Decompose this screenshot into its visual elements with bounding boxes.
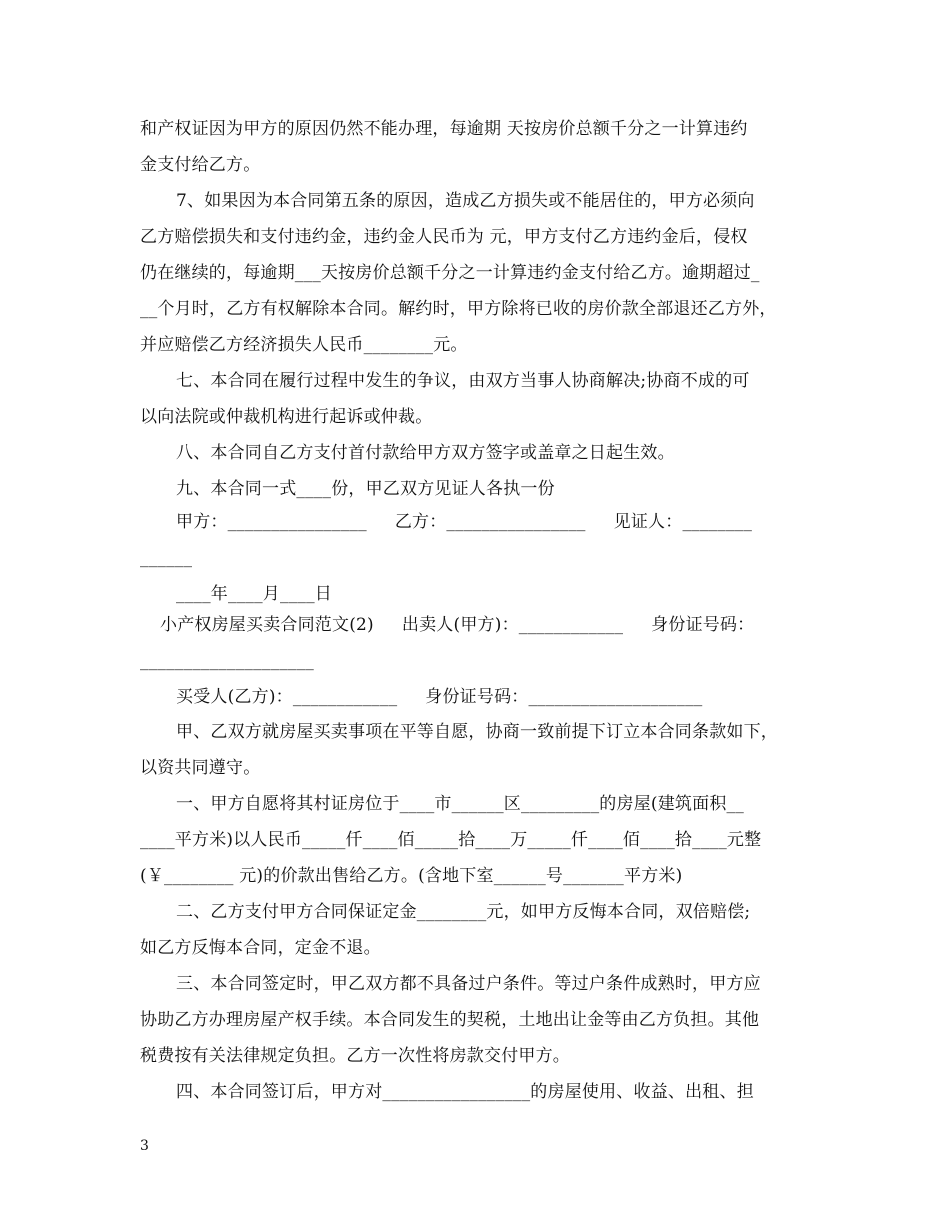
text-line: 和产权证因为甲方的原因仍然不能办理，每逾期 天按房价总额千分之一计算违约 (140, 119, 748, 139)
signature-line: 甲方：________________ 乙方：________________ 见证人：________ (176, 512, 753, 532)
text-line: 以资共同遵守。 (140, 758, 261, 778)
text-line: 四、本合同签订后，甲方对_________________的房屋使用、收益、出租、担 (176, 1082, 754, 1102)
text-line: 八、本合同自乙方支付首付款给甲方双方签字或盖章之日起生效。 (176, 443, 675, 463)
text-line: 税费按有关法律规定负担。乙方一次性将房款交付甲方。 (140, 1046, 570, 1066)
signature-line-continued: ______ (140, 548, 193, 568)
text-line: 九、本合同一式____份，甲乙双方见证人各执一份 (176, 479, 555, 499)
text-line: 二、乙方支付甲方合同保证定金________元，如甲方反悔本合同，双倍赔偿; (176, 902, 751, 922)
text-line: 三、本合同签定时，甲乙双方都不具备过户条件。等过户条件成熟时，甲方应 (176, 974, 761, 994)
page-number: 3 (140, 1138, 149, 1154)
text-line: ____________________ (140, 651, 314, 671)
text-line: 仍在继续的，每逾期___天按房价总额千分之一计算违约金支付给乙方。逾期超过_ (140, 263, 760, 283)
text-line: 金支付给乙方。 (140, 155, 261, 175)
text-line: 一、甲方自愿将其村证房位于____市______区_________的房屋(建筑面积__ (176, 794, 744, 814)
text-line: 如乙方反悔本合同，定金不退。 (140, 938, 381, 958)
text-line: 并应赔偿乙方经济损失人民币________元。 (140, 335, 468, 355)
text-line: 协助乙方办理房屋产权手续。本合同发生的契税，土地出让金等由乙方负担。其他 (140, 1010, 760, 1030)
text-line: ____平方米)以人民币_____仟____佰_____拾____万_____仟____佰____拾____元整 (140, 830, 762, 850)
text-line: 七、本合同在履行过程中发生的争议，由双方当事人协商解决;协商不成的可 (176, 371, 750, 391)
text-line: 7、如果因为本合同第五条的原因，造成乙方损失或不能居住的，甲方必须向 (176, 191, 755, 211)
text-line: (￥________ 元)的价款出售给乙方。(含地下室______号_______平方米) (140, 866, 683, 886)
text-line: __个月时，乙方有权解除本合同。解约时，甲方除将已收的房价款全部退还乙方外， (140, 299, 777, 319)
text-line: 以向法院或仲裁机构进行起诉或仲裁。 (140, 407, 433, 427)
text-line: 甲、乙双方就房屋买卖事项在平等自愿，协商一致前提下订立本合同条款如下， (176, 722, 778, 742)
text-line: 乙方赔偿损失和支付违约金，违约金人民币为 元，甲方支付乙方违约金后，侵权 (140, 227, 748, 247)
section-heading: 小产权房屋买卖合同范文(2) 出卖人(甲方)：____________ 身份证号码： (160, 615, 755, 635)
text-line: 买受人(乙方)：____________ 身份证号码：____________________ (176, 687, 703, 707)
date-line: ____年____月____日 (176, 584, 332, 604)
